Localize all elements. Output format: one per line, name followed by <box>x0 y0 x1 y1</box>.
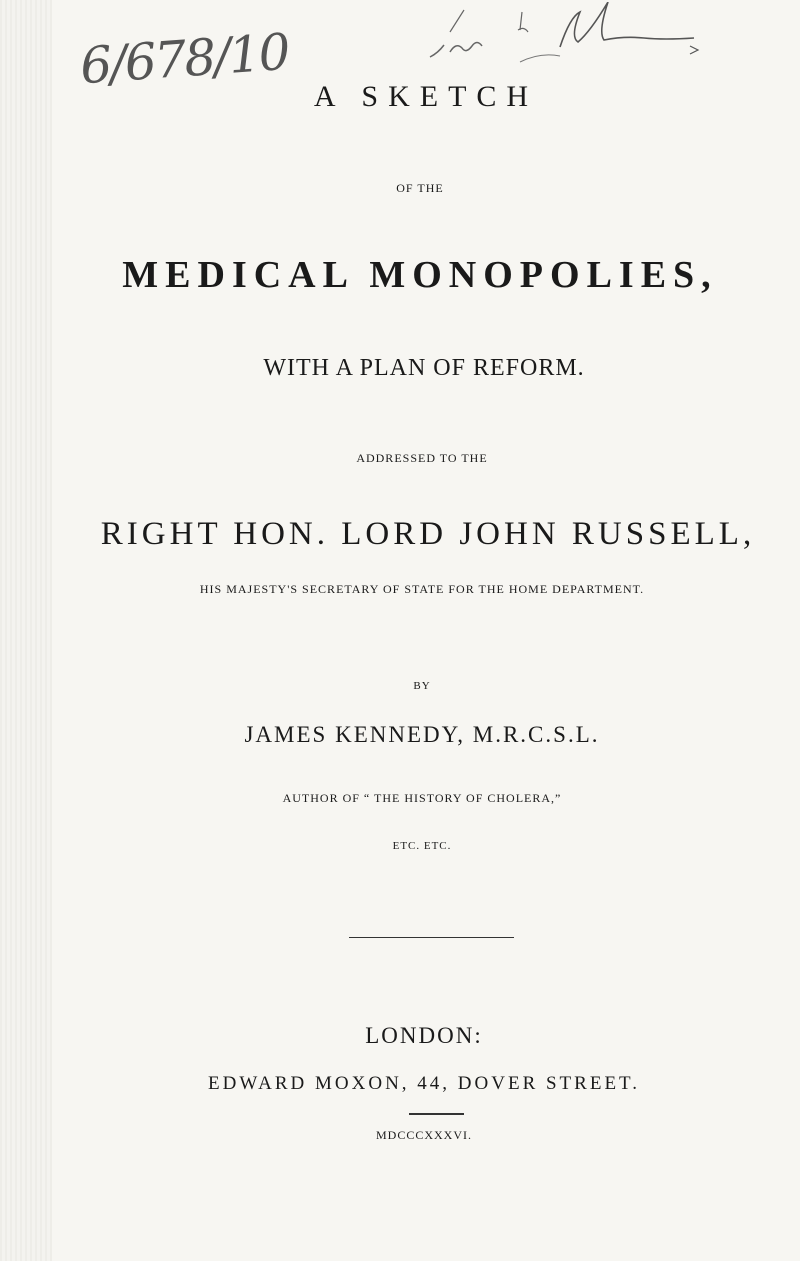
author-name: JAMES KENNEDY, M.R.C.S.L. <box>244 722 600 747</box>
imprint-publisher: EDWARD MOXON, 44, DOVER STREET. <box>208 1073 640 1094</box>
addressee-office: HIS MAJESTY'S SECRETARY OF STATE FOR THE HOME DEPARTMENT. <box>199 582 645 596</box>
of-the-line: OF THE <box>396 181 444 195</box>
imprint-place: LONDON: <box>365 1023 483 1048</box>
divider-rule <box>349 937 514 938</box>
etc-line: ETC. ETC. <box>392 840 452 852</box>
book-subtitle: WITH A PLAN OF REFORM. <box>263 355 585 381</box>
author-credit: AUTHOR OF “ THE HISTORY OF CHOLERA,” <box>282 791 562 805</box>
heading: A SKETCH <box>313 80 539 113</box>
addressee-name: RIGHT HON. LORD JOHN RUSSELL, <box>100 516 756 552</box>
imprint-year: MDCCCXXXVI. <box>375 1128 472 1142</box>
short-rule <box>409 1113 464 1115</box>
by-line: BY <box>413 680 431 692</box>
handwritten-signature <box>420 2 720 82</box>
handwritten-shelfmark: 6/678/10 <box>78 22 291 96</box>
addressed-line: ADDRESSED TO THE <box>356 451 488 465</box>
book-title: MEDICAL MONOPOLIES, <box>122 254 718 296</box>
